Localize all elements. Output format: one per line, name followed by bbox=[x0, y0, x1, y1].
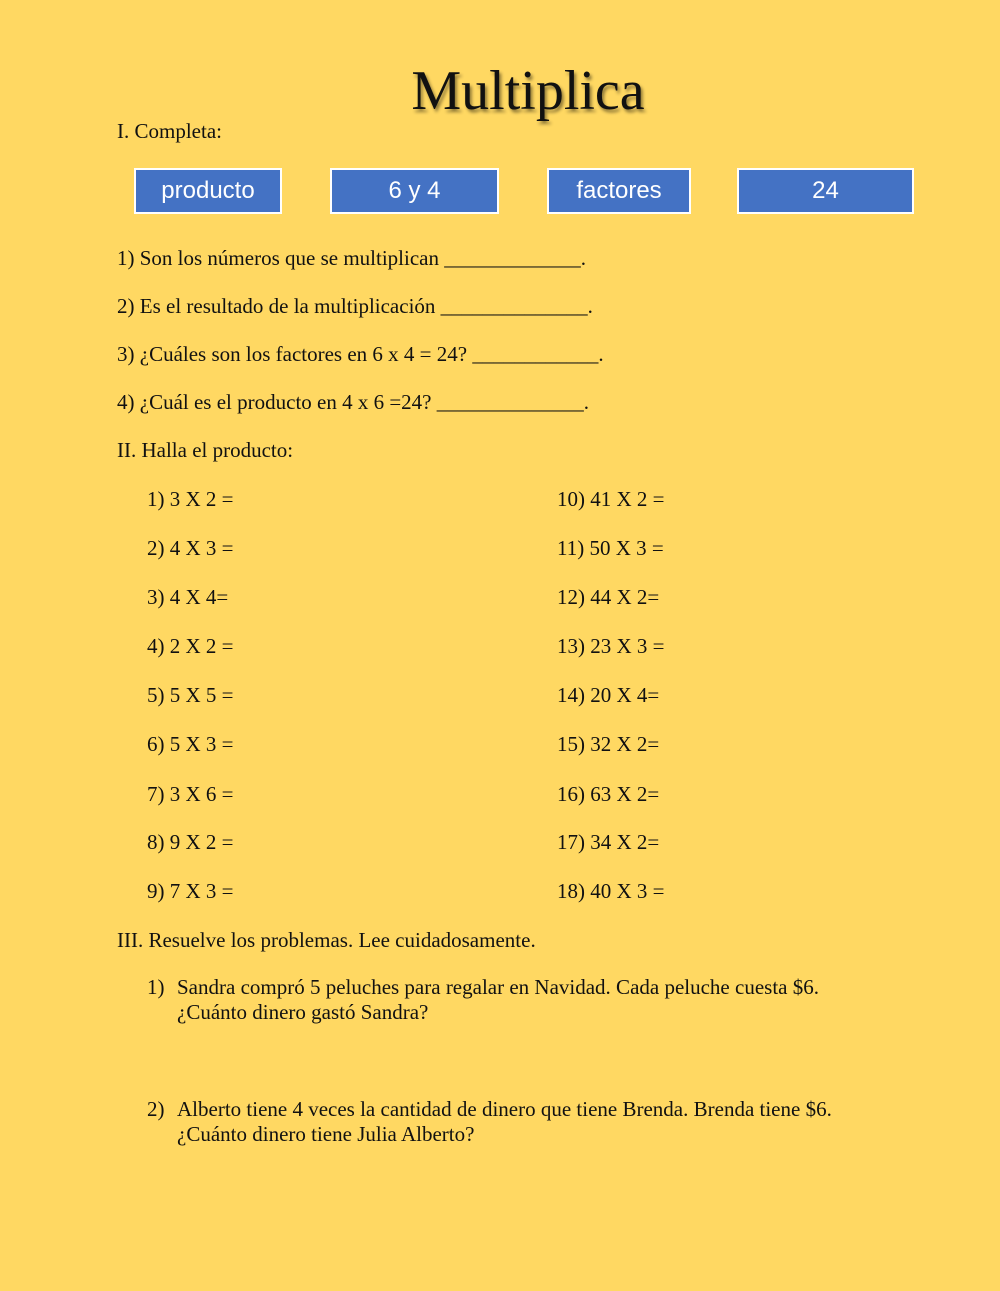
section-2-heading: II. Halla el producto: bbox=[117, 438, 294, 462]
word-bank-factores[interactable]: factores bbox=[547, 168, 691, 214]
exercise-right: 11) 50 X 3 = bbox=[557, 536, 664, 560]
page-title: Multiplica bbox=[411, 60, 645, 122]
exercise-right: 15) 32 X 2= bbox=[557, 732, 660, 756]
problem-line: Sandra compró 5 peluches para regalar en Navidad. Cada peluche cuesta $6. bbox=[177, 975, 819, 999]
problem-line: ¿Cuánto dinero tiene Julia Alberto? bbox=[177, 1122, 475, 1146]
exercise-left: 1) 3 X 2 = bbox=[147, 487, 234, 511]
exercise-left: 2) 4 X 3 = bbox=[147, 536, 234, 560]
problem-text bbox=[177, 975, 897, 1025]
exercise-left: 6) 5 X 3 = bbox=[147, 732, 234, 756]
word-bank-6-y-4[interactable]: 6 y 4 bbox=[330, 168, 499, 214]
exercise-right: 16) 63 X 2= bbox=[557, 782, 660, 806]
problem-number: 2) bbox=[147, 1097, 165, 1121]
problem-number: 1) bbox=[147, 975, 165, 999]
exercise-left: 7) 3 X 6 = bbox=[147, 782, 234, 806]
exercise-left: 4) 2 X 2 = bbox=[147, 634, 234, 658]
exercise-left: 9) 7 X 3 = bbox=[147, 879, 234, 903]
question-1: 1) Son los números que se multiplican _____________. bbox=[117, 246, 586, 270]
exercise-left: 5) 5 X 5 = bbox=[147, 683, 234, 707]
exercise-right: 18) 40 X 3 = bbox=[557, 879, 665, 903]
section-1-heading: I. Completa: bbox=[117, 119, 222, 143]
exercise-right: 12) 44 X 2= bbox=[557, 585, 660, 609]
problem-text bbox=[177, 1097, 897, 1147]
word-problem-1 bbox=[147, 975, 907, 1027]
word-bank-24[interactable]: 24 bbox=[737, 168, 914, 214]
section-3-heading: III. Resuelve los problemas. Lee cuidadosamente. bbox=[117, 928, 536, 952]
exercise-left: 8) 9 X 2 = bbox=[147, 830, 234, 854]
exercise-left: 3) 4 X 4= bbox=[147, 585, 229, 609]
problem-line: ¿Cuánto dinero gastó Sandra? bbox=[177, 1000, 429, 1024]
word-problem-2 bbox=[147, 1097, 907, 1149]
exercise-right: 13) 23 X 3 = bbox=[557, 634, 665, 658]
question-4: 4) ¿Cuál es el producto en 4 x 6 =24? ______________. bbox=[117, 390, 590, 414]
exercise-right: 17) 34 X 2= bbox=[557, 830, 660, 854]
question-3: 3) ¿Cuáles son los factores en 6 x 4 = 24? ____________. bbox=[117, 342, 604, 366]
exercise-right: 14) 20 X 4= bbox=[557, 683, 660, 707]
problem-line: Alberto tiene 4 veces la cantidad de dinero que tiene Brenda. Brenda tiene $6. bbox=[177, 1097, 832, 1121]
word-bank-producto[interactable]: producto bbox=[134, 168, 282, 214]
question-2: 2) Es el resultado de la multiplicación ______________. bbox=[117, 294, 593, 318]
exercise-right: 10) 41 X 2 = bbox=[557, 487, 665, 511]
